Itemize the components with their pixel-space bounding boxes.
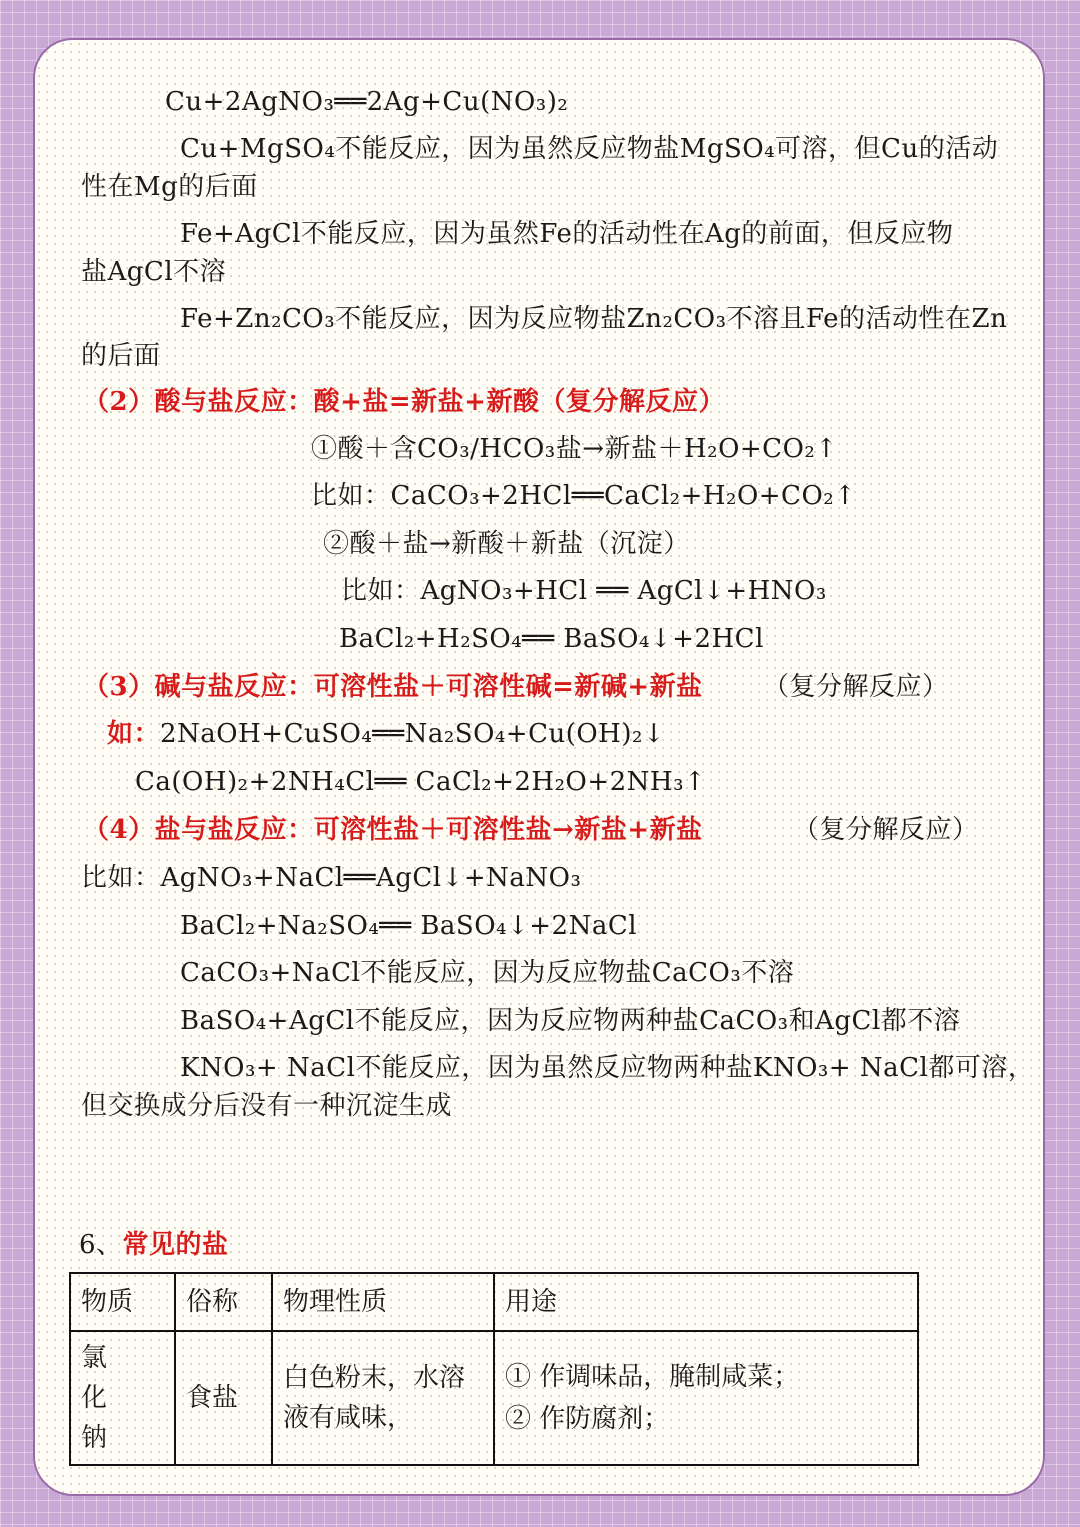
heading-salt-salt: （4）盐与盐反应：可溶性盐＋可溶性盐→新盐+新盐	[83, 815, 703, 845]
example-prefix: 如：	[107, 719, 161, 749]
example-agno3-nacl: 比如：AgNO₃+NaCl══AgCl↓+NaNO₃	[81, 863, 582, 893]
example-naoh-cuso4	[107, 718, 665, 750]
example-caoh2-nh4cl: Ca(OH)₂+2NH₄Cl══ CaCl₂+2H₂O+2NH₃↑	[135, 767, 707, 797]
content-card	[33, 38, 1045, 1496]
text-kno3-nacl-cont: 但交换成分后没有一种沉淀生成	[81, 1091, 453, 1121]
table-row	[70, 1331, 918, 1465]
use-item-1: ① 作调味品，腌制咸菜；	[505, 1362, 800, 1392]
text-caco3-nacl: CaCO₃+NaCl不能反应，因为反应物盐CaCO₃不溶	[180, 958, 795, 988]
text-fe-agcl: Fe+AgCl不能反应，因为虽然Fe的活动性在Ag的前面，但反应物	[180, 219, 954, 249]
header-common-name: 俗称	[175, 1273, 272, 1331]
cell-common-name: 食盐	[175, 1331, 272, 1465]
cell-properties: 白色粉末，水溶液有咸味，	[272, 1331, 494, 1465]
heading-acid-salt: （2）酸与盐反应：酸+盐=新盐+新酸（复分解反应）	[83, 387, 725, 417]
section-number: 6、	[79, 1230, 123, 1260]
header-uses: 用途	[494, 1273, 918, 1331]
text-fe-agcl-cont: 盐AgCl不溶	[81, 257, 227, 287]
header-properties: 物理性质	[272, 1273, 494, 1331]
rule-acid-carbonate: ①酸＋含CO₃/HCO₃盐→新盐＋H₂O+CO₂↑	[311, 434, 838, 464]
cell-substance: 氯化钠	[70, 1331, 175, 1465]
heading-base-salt: （3）碱与盐反应：可溶性盐＋可溶性碱=新碱+新盐	[83, 672, 703, 702]
heading-salt-salt-note: （复分解反应）	[793, 815, 979, 845]
example-bacl2-h2so4: BaCl₂+H₂SO₄══ BaSO₄↓+2HCl	[339, 624, 764, 654]
text-fe-zn2co3: Fe+Zn₂CO₃不能反应，因为反应物盐Zn₂CO₃不溶且Fe的活动性在Zn	[180, 304, 1008, 334]
text-cu-mgso4: Cu+MgSO₄不能反应，因为虽然反应物盐MgSO₄可溶，但Cu的活动	[180, 134, 999, 164]
example-agno3-hcl: 比如：AgNO₃+HCl ══ AgCl↓+HNO₃	[341, 576, 827, 606]
rule-acid-precipitate: ②酸＋盐→新酸＋新盐（沉淀）	[323, 529, 690, 559]
equation-cu-agno3: Cu+2AgNO₃══2Ag+Cu(NO₃)₂	[165, 87, 569, 117]
text-kno3-nacl: KNO₃+ NaCl不能反应，因为虽然反应物两种盐KNO₃+ NaCl都可溶，	[180, 1053, 1035, 1083]
text-baso4-agcl: BaSO₄+AgCl不能反应，因为反应物两种盐CaCO₃和AgCl都不溶	[180, 1006, 961, 1036]
example-caco3-hcl: 比如：CaCO₃+2HCl══CaCl₂+H₂O+CO₂↑	[311, 481, 857, 511]
section-heading-common-salts	[79, 1229, 229, 1261]
example-bacl2-na2so4: BaCl₂+Na₂SO₄══ BaSO₄↓+2NaCl	[180, 911, 638, 941]
heading-base-salt-note: （复分解反应）	[763, 672, 949, 702]
text-fe-zn2co3-cont: 的后面	[81, 341, 161, 371]
use-item-2: ② 作防腐剂；	[505, 1404, 670, 1434]
example-naoh-cuso4-text: 2NaOH+CuSO₄══Na₂SO₄+Cu(OH)₂↓	[160, 719, 666, 749]
header-substance: 物质	[70, 1273, 175, 1331]
table-header-row	[70, 1273, 918, 1331]
section-title: 常见的盐	[122, 1230, 229, 1260]
common-salts-table	[69, 1272, 919, 1466]
text-cu-mgso4-cont: 性在Mg的后面	[81, 172, 258, 202]
cell-uses	[494, 1331, 918, 1465]
